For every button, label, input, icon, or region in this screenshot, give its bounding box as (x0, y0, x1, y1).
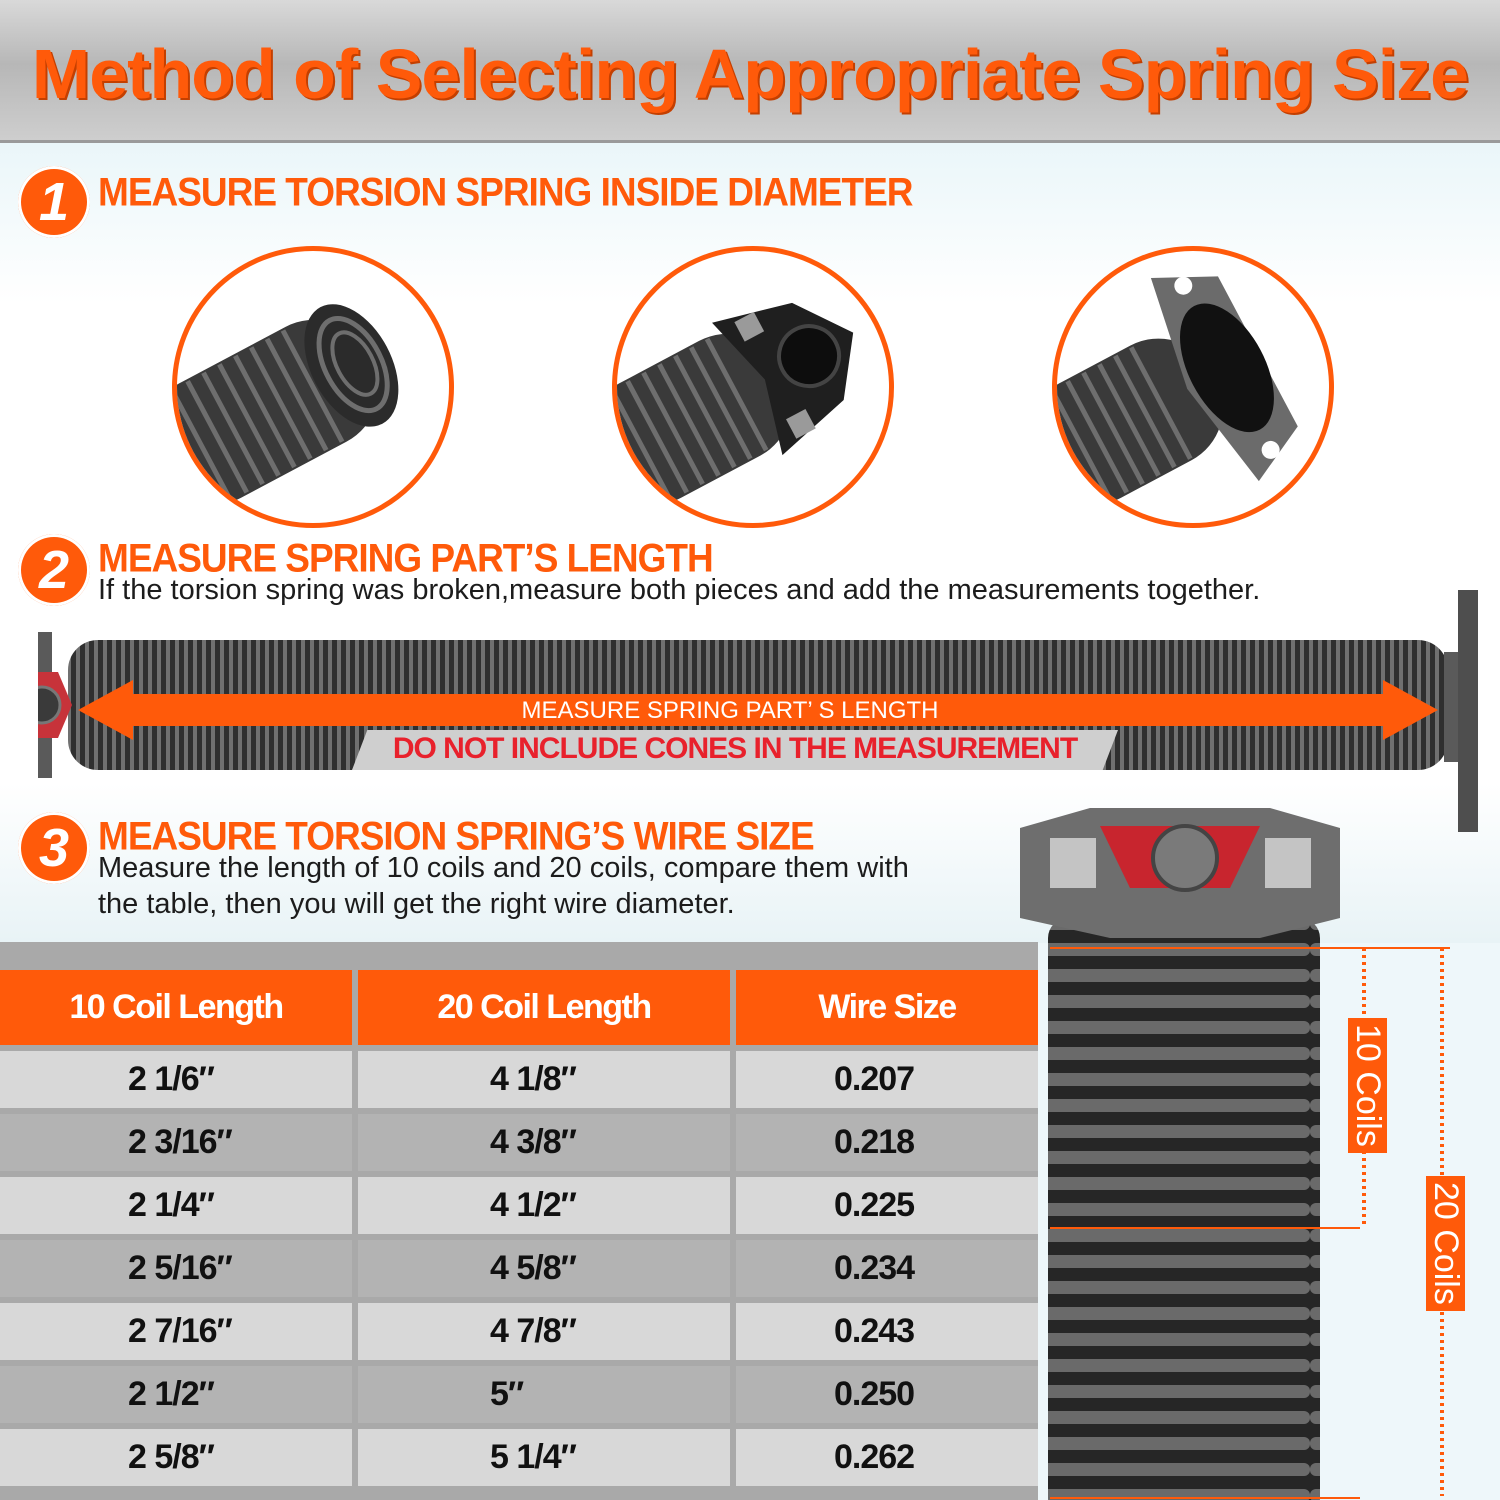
step-3-badge: 3 (18, 812, 90, 884)
vertical-spring-illustration (1010, 808, 1360, 1500)
table-cell: 0.262 (736, 1429, 1038, 1486)
table-body (0, 1051, 1038, 1486)
table-cell: 0.243 (736, 1303, 1038, 1360)
page-title: Method of Selecting Appropriate Spring Size (31, 35, 1469, 113)
step-2-title: MEASURE SPRING PART’S LENGTH (98, 536, 713, 581)
table-cell: 2 1/6″ (0, 1051, 352, 1108)
stationary-cone-photo (1052, 246, 1334, 528)
table-cell: 4 1/8″ (358, 1051, 730, 1108)
table-cell: 0.225 (736, 1177, 1038, 1234)
table-cell: 4 3/8″ (358, 1114, 730, 1171)
table-row (0, 1114, 1038, 1171)
table-row (0, 1429, 1038, 1486)
warning-text: DO NOT INCLUDE CONES IN THE MEASUREMENT (392, 732, 1078, 765)
winding-cone-photo (612, 246, 894, 528)
table-cell: 2 3/16″ (0, 1114, 352, 1171)
table-cell: 4 1/2″ (358, 1177, 730, 1234)
table-row (0, 1051, 1038, 1108)
table-cell: 0.250 (736, 1366, 1038, 1423)
step-3-description-line-2: the table, then you will get the right wire diameter. (98, 888, 735, 920)
table-cell: 0.218 (736, 1114, 1038, 1171)
spring-end-photo (172, 246, 454, 528)
wire-size-table (0, 970, 1038, 1486)
table-cell: 4 5/8″ (358, 1240, 730, 1297)
table-cell: 2 5/16″ (0, 1240, 352, 1297)
header-20-coil-length: 20 Coil Length (358, 970, 730, 1045)
table-cell: 2 1/2″ (0, 1366, 352, 1423)
header-wire-size: Wire Size (736, 970, 1038, 1045)
table-cell: 2 7/16″ (0, 1303, 352, 1360)
right-mount-plate (1456, 590, 1480, 832)
table-cell: 0.234 (736, 1240, 1038, 1297)
measure-length-label: MEASURE SPRING PART’ S LENGTH (521, 697, 939, 724)
twenty-coils-label: 20 Coils (1426, 1176, 1465, 1311)
step-1-title: MEASURE TORSION SPRING INSIDE DIAMETER (98, 170, 913, 215)
table-cell: 2 1/4″ (0, 1177, 352, 1234)
step-3-title: MEASURE TORSION SPRING’S WIRE SIZE (98, 814, 814, 859)
step-2-badge: 2 (18, 534, 90, 606)
table-cell: 2 5/8″ (0, 1429, 352, 1486)
table-cell: 5 1/4″ (358, 1429, 730, 1486)
table-cell: 0.207 (736, 1051, 1038, 1108)
table-row (0, 1240, 1038, 1297)
table-cell: 4 7/8″ (358, 1303, 730, 1360)
ten-coils-label: 10 Coils (1348, 1018, 1387, 1153)
table-row (0, 1177, 1038, 1234)
step-3-description-line-1: Measure the length of 10 coils and 20 coils, compare them with (98, 852, 909, 884)
table-row (0, 1303, 1038, 1360)
table-row (0, 1366, 1038, 1423)
step-1-badge: 1 (18, 166, 90, 238)
table-header-row (0, 970, 1038, 1045)
header-10-coil-length: 10 Coil Length (0, 970, 352, 1045)
step-2-description: If the torsion spring was broken,measure both pieces and add the measurements together. (98, 574, 1261, 606)
table-cell: 5″ (358, 1366, 730, 1423)
